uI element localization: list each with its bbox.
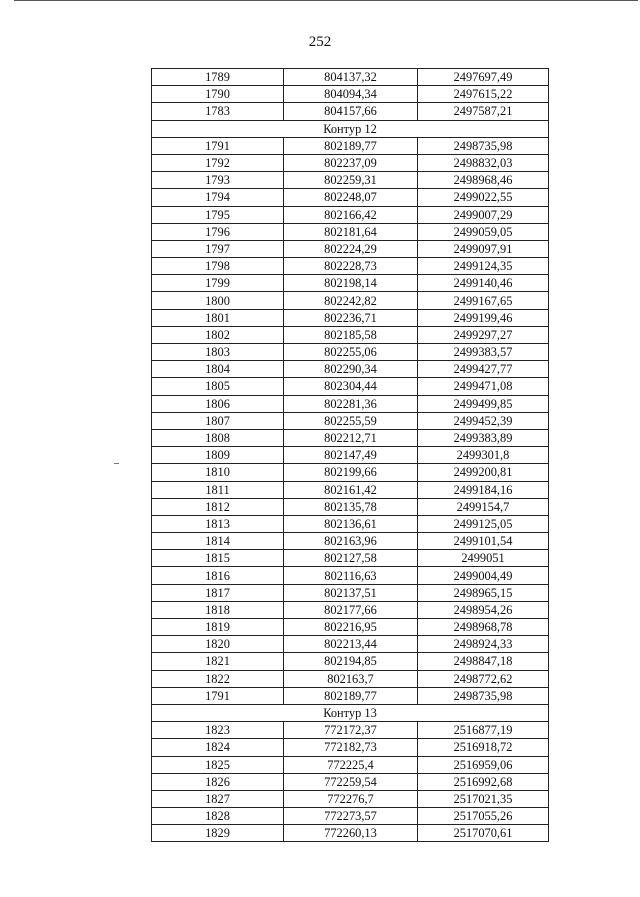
y-coordinate-cell: 2499200,81 [418,464,549,481]
y-coordinate-cell: 2499383,89 [418,429,549,446]
point-number-cell: 1825 [152,756,284,773]
section-label: Контур 12 [152,120,549,137]
y-coordinate-cell: 2516918,72 [418,739,549,756]
x-coordinate-cell: 802255,59 [284,412,418,429]
y-coordinate-cell: 2498772,62 [418,670,549,687]
y-coordinate-cell: 2499125,05 [418,515,549,532]
table-row [152,172,549,189]
y-coordinate-cell: 2498924,33 [418,636,549,653]
point-number-cell: 1794 [152,189,284,206]
table-row [152,378,549,395]
y-coordinate-cell: 2498832,03 [418,154,549,171]
y-coordinate-cell: 2499051 [418,550,549,567]
y-coordinate-cell: 2499124,35 [418,258,549,275]
x-coordinate-cell: 802136,61 [284,515,418,532]
point-number-cell: 1818 [152,601,284,618]
point-number-cell: 1797 [152,240,284,257]
point-number-cell: 1808 [152,429,284,446]
x-coordinate-cell: 802135,78 [284,498,418,515]
table-row [152,275,549,292]
y-coordinate-cell: 2499022,55 [418,189,549,206]
x-coordinate-cell: 802255,06 [284,344,418,361]
table-row [152,189,549,206]
y-coordinate-cell: 2517021,35 [418,790,549,807]
y-coordinate-cell: 2499140,46 [418,275,549,292]
point-number-cell: 1801 [152,309,284,326]
table-row [152,412,549,429]
y-coordinate-cell: 2497697,49 [418,69,549,86]
y-coordinate-cell: 2516992,68 [418,773,549,790]
point-number-cell: 1823 [152,722,284,739]
point-number-cell: 1826 [152,773,284,790]
y-coordinate-cell: 2499471,08 [418,378,549,395]
y-coordinate-cell: 2499499,85 [418,395,549,412]
table-row [152,533,549,550]
point-number-cell: 1829 [152,825,284,842]
table-row [152,206,549,223]
x-coordinate-cell: 802199,66 [284,464,418,481]
x-coordinate-cell: 802198,14 [284,275,418,292]
point-number-cell: 1821 [152,653,284,670]
y-coordinate-cell: 2499427,77 [418,361,549,378]
table-row [152,361,549,378]
scan-top-edge [14,0,638,1]
x-coordinate-cell: 802166,42 [284,206,418,223]
point-number-cell: 1799 [152,275,284,292]
point-number-cell: 1790 [152,86,284,103]
y-coordinate-cell: 2498735,98 [418,137,549,154]
x-coordinate-cell: 802212,71 [284,429,418,446]
table-row [152,103,549,120]
point-number-cell: 1791 [152,137,284,154]
table-row [152,292,549,309]
point-number-cell: 1789 [152,69,284,86]
x-coordinate-cell: 802147,49 [284,447,418,464]
point-number-cell: 1809 [152,447,284,464]
table-row [152,636,549,653]
x-coordinate-cell: 772260,13 [284,825,418,842]
x-coordinate-cell: 802194,85 [284,653,418,670]
point-number-cell: 1800 [152,292,284,309]
table-row [152,498,549,515]
y-coordinate-cell: 2517070,61 [418,825,549,842]
y-coordinate-cell: 2498735,98 [418,687,549,704]
point-number-cell: 1827 [152,790,284,807]
x-coordinate-cell: 802127,58 [284,550,418,567]
x-coordinate-cell: 802237,09 [284,154,418,171]
y-coordinate-cell: 2497587,21 [418,103,549,120]
x-coordinate-cell: 804157,66 [284,103,418,120]
point-number-cell: 1814 [152,533,284,550]
y-coordinate-cell: 2498968,78 [418,619,549,636]
x-coordinate-cell: 802216,95 [284,619,418,636]
table-row [152,344,549,361]
table-row [152,584,549,601]
coordinates-table-body [152,69,549,842]
x-coordinate-cell: 802163,96 [284,533,418,550]
table-row [152,601,549,618]
point-number-cell: 1824 [152,739,284,756]
point-number-cell: 1802 [152,326,284,343]
point-number-cell: 1817 [152,584,284,601]
table-row [152,567,549,584]
point-number-cell: 1796 [152,223,284,240]
table-row [152,309,549,326]
point-number-cell: 1792 [152,154,284,171]
y-coordinate-cell: 2499059,05 [418,223,549,240]
x-coordinate-cell: 802236,71 [284,309,418,326]
point-number-cell: 1793 [152,172,284,189]
y-coordinate-cell: 2499154,7 [418,498,549,515]
y-coordinate-cell: 2499167,65 [418,292,549,309]
table-row [152,137,549,154]
table-row [152,481,549,498]
x-coordinate-cell: 802259,31 [284,172,418,189]
x-coordinate-cell: 772273,57 [284,808,418,825]
point-number-cell: 1815 [152,550,284,567]
point-number-cell: 1805 [152,378,284,395]
y-coordinate-cell: 2499383,57 [418,344,549,361]
y-coordinate-cell: 2498968,46 [418,172,549,189]
y-coordinate-cell: 2497615,22 [418,86,549,103]
table-row [152,86,549,103]
margin-mark [114,463,119,464]
table-row [152,464,549,481]
x-coordinate-cell: 802161,42 [284,481,418,498]
section-header-row [152,704,549,721]
table-row [152,653,549,670]
table-row [152,69,549,86]
x-coordinate-cell: 802177,66 [284,601,418,618]
x-coordinate-cell: 802185,58 [284,326,418,343]
table-row [152,447,549,464]
point-number-cell: 1819 [152,619,284,636]
table-row [152,825,549,842]
x-coordinate-cell: 772182,73 [284,739,418,756]
table-row [152,773,549,790]
y-coordinate-cell: 2516959,06 [418,756,549,773]
y-coordinate-cell: 2499297,27 [418,326,549,343]
point-number-cell: 1813 [152,515,284,532]
y-coordinate-cell: 2498847,18 [418,653,549,670]
point-number-cell: 1811 [152,481,284,498]
x-coordinate-cell: 802242,82 [284,292,418,309]
point-number-cell: 1816 [152,567,284,584]
point-number-cell: 1804 [152,361,284,378]
x-coordinate-cell: 802248,07 [284,189,418,206]
table-row [152,223,549,240]
table-row [152,619,549,636]
table-row [152,756,549,773]
table-row [152,790,549,807]
x-coordinate-cell: 804137,32 [284,69,418,86]
x-coordinate-cell: 802116,63 [284,567,418,584]
x-coordinate-cell: 802290,34 [284,361,418,378]
point-number-cell: 1803 [152,344,284,361]
table-row [152,326,549,343]
point-number-cell: 1807 [152,412,284,429]
y-coordinate-cell: 2499004,49 [418,567,549,584]
x-coordinate-cell: 804094,34 [284,86,418,103]
section-label: Контур 13 [152,704,549,721]
section-header-row [152,120,549,137]
point-number-cell: 1791 [152,687,284,704]
y-coordinate-cell: 2499097,91 [418,240,549,257]
page-number: 252 [308,34,332,50]
x-coordinate-cell: 802304,44 [284,378,418,395]
table-row [152,550,549,567]
coordinates-table [151,68,549,842]
x-coordinate-cell: 802213,44 [284,636,418,653]
table-row [152,515,549,532]
table-row [152,258,549,275]
point-number-cell: 1810 [152,464,284,481]
table-row [152,722,549,739]
y-coordinate-cell: 2517055,26 [418,808,549,825]
x-coordinate-cell: 772276,7 [284,790,418,807]
table-row [152,687,549,704]
table-row [152,240,549,257]
x-coordinate-cell: 772259,54 [284,773,418,790]
y-coordinate-cell: 2498965,15 [418,584,549,601]
x-coordinate-cell: 802137,51 [284,584,418,601]
x-coordinate-cell: 802189,77 [284,687,418,704]
x-coordinate-cell: 802163,7 [284,670,418,687]
table-row [152,154,549,171]
table-row [152,808,549,825]
x-coordinate-cell: 772172,37 [284,722,418,739]
point-number-cell: 1822 [152,670,284,687]
point-number-cell: 1783 [152,103,284,120]
point-number-cell: 1798 [152,258,284,275]
point-number-cell: 1806 [152,395,284,412]
point-number-cell: 1795 [152,206,284,223]
table-row [152,429,549,446]
point-number-cell: 1828 [152,808,284,825]
x-coordinate-cell: 802189,77 [284,137,418,154]
x-coordinate-cell: 802181,64 [284,223,418,240]
x-coordinate-cell: 802281,36 [284,395,418,412]
x-coordinate-cell: 802228,73 [284,258,418,275]
table-row [152,670,549,687]
y-coordinate-cell: 2499199,46 [418,309,549,326]
table-row [152,395,549,412]
y-coordinate-cell: 2499184,16 [418,481,549,498]
x-coordinate-cell: 772225,4 [284,756,418,773]
y-coordinate-cell: 2499301,8 [418,447,549,464]
y-coordinate-cell: 2498954,26 [418,601,549,618]
y-coordinate-cell: 2516877,19 [418,722,549,739]
point-number-cell: 1820 [152,636,284,653]
y-coordinate-cell: 2499452,39 [418,412,549,429]
x-coordinate-cell: 802224,29 [284,240,418,257]
y-coordinate-cell: 2499007,29 [418,206,549,223]
table-row [152,739,549,756]
y-coordinate-cell: 2499101,54 [418,533,549,550]
point-number-cell: 1812 [152,498,284,515]
